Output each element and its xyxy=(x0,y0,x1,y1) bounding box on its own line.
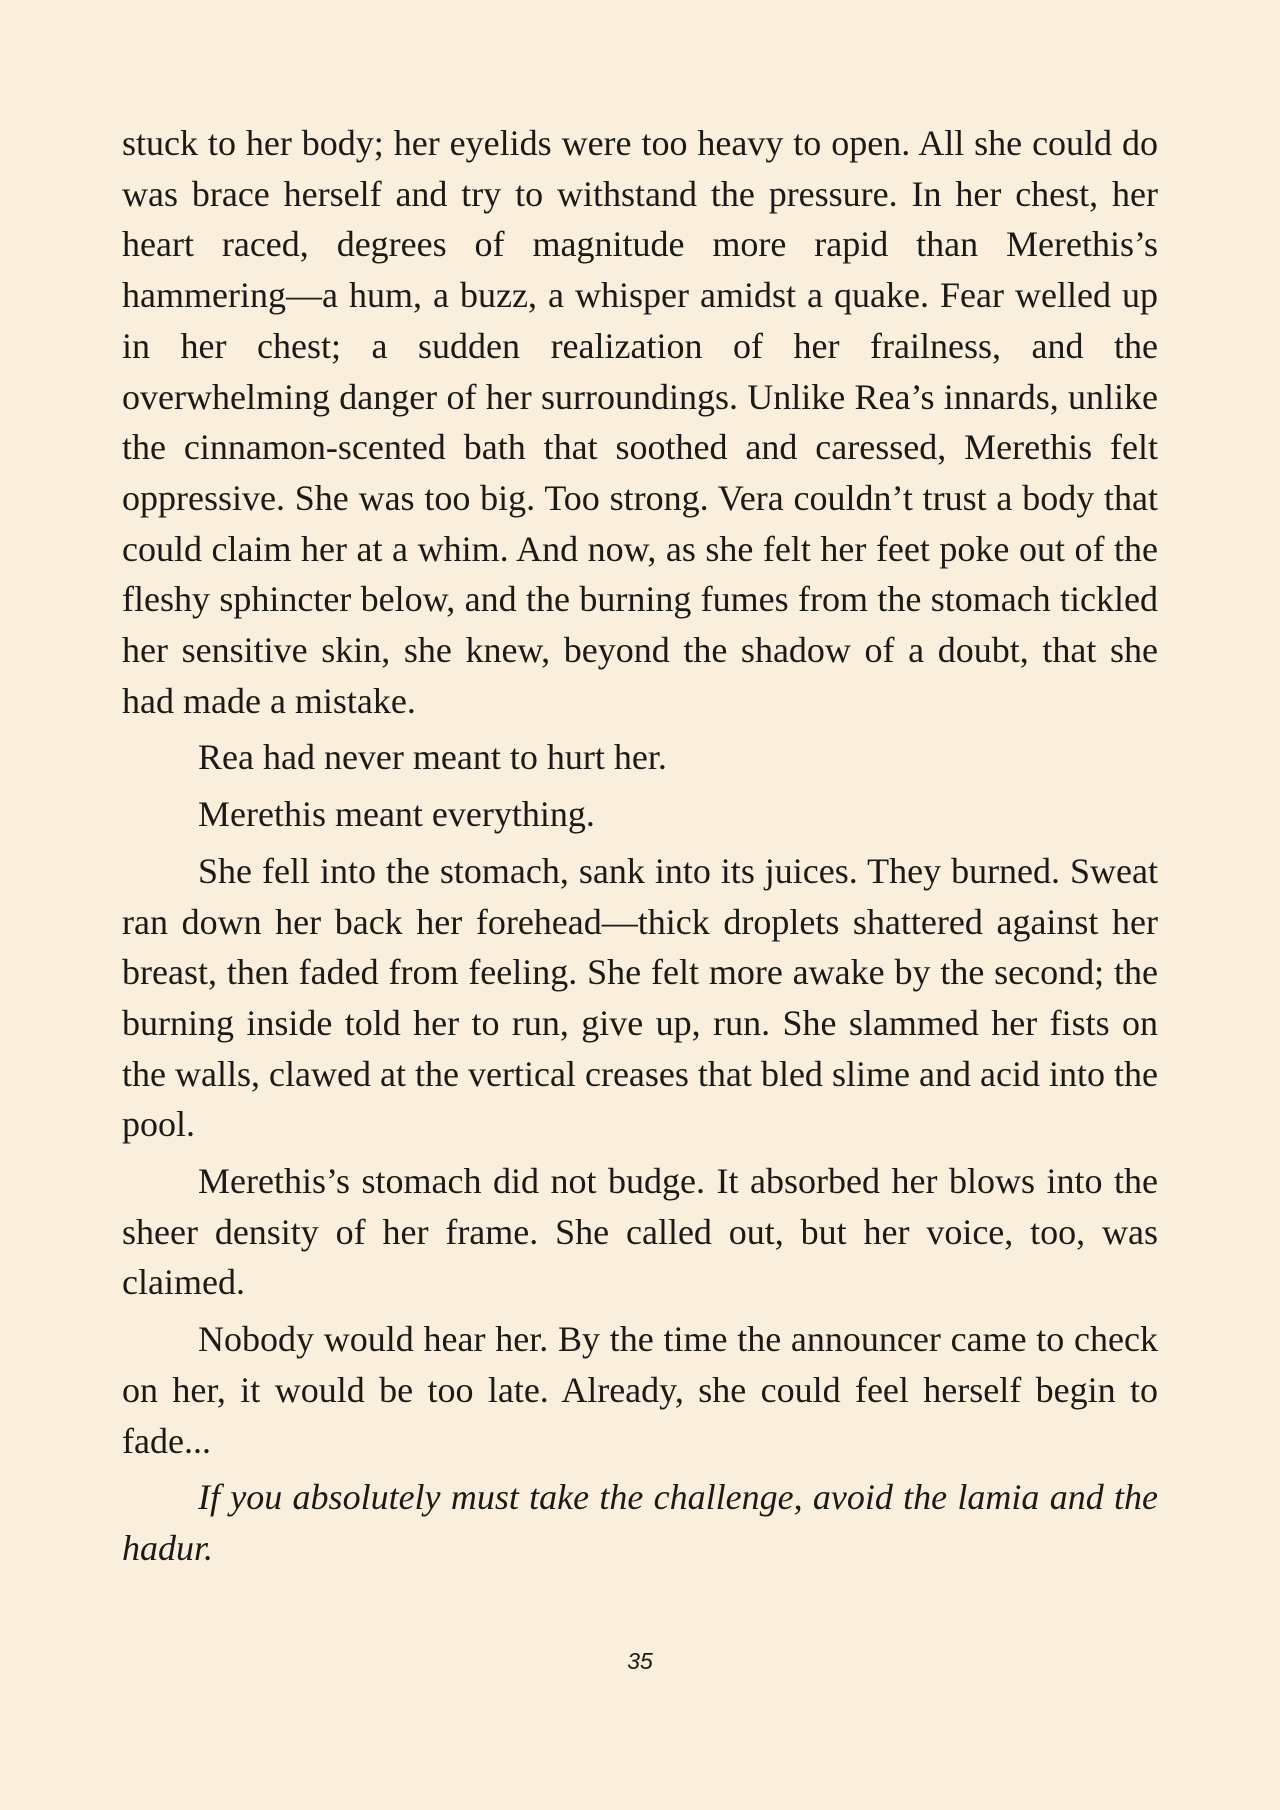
paragraph-continuation: stuck to her body; her eyelids were too heavy to open. All she could do was brace herself and try to withstand the pressure. In her chest, her heart raced, degrees of magnitude more rapid than Merethis’s hammering—a hum, a buzz, a whisper amidst a quake. Fear welled up in her chest; a sudden realization of her frailness, and the overwhelming danger of her surroundings. Unlike Rea’s innards, unlike the cinnamon-scented bath that soothed and caressed, Merethis felt oppressive. She was too big. Too strong. Vera couldn’t trust a body that could claim her at a whim. And now, as she felt her feet poke out of the fleshy sphincter below, and the burning fumes from the stomach tickled her sensitive skin, she knew, beyond the shadow of a doubt, that she had made a mistake. xyxy=(122,123,1158,721)
paragraph-italic-warning: If you absolutely must take the challenge, avoid the lamia and the hadur. xyxy=(122,1477,1158,1568)
page-number: 35 xyxy=(627,1648,653,1674)
page-body xyxy=(122,118,1158,1574)
paragraph-merethis: Merethis meant everything. xyxy=(198,794,595,835)
paragraph-stomach: She fell into the stomach, sank into its juices. They burned. Sweat ran down her back her forehead—thick droplets shattered against her breast, then faded from feeling. She felt more awake by the second; the burning inside told her to run, give up, run. She slammed her fists on the walls, clawed at the vertical creases that bled slime and acid into the pool. xyxy=(122,850,1158,1145)
paragraph-rea: Rea had never meant to hurt her. xyxy=(198,737,667,778)
paragraph-nobody: Nobody would hear her. By the time the announcer came to check on her, it would be too late. Already, she could feel herself begin to fade... xyxy=(122,1319,1158,1461)
paragraph-budge: Merethis’s stomach did not budge. It absorbed her blows into the sheer density of her frame. She called out, but her voice, too, was claimed. xyxy=(122,1161,1158,1303)
